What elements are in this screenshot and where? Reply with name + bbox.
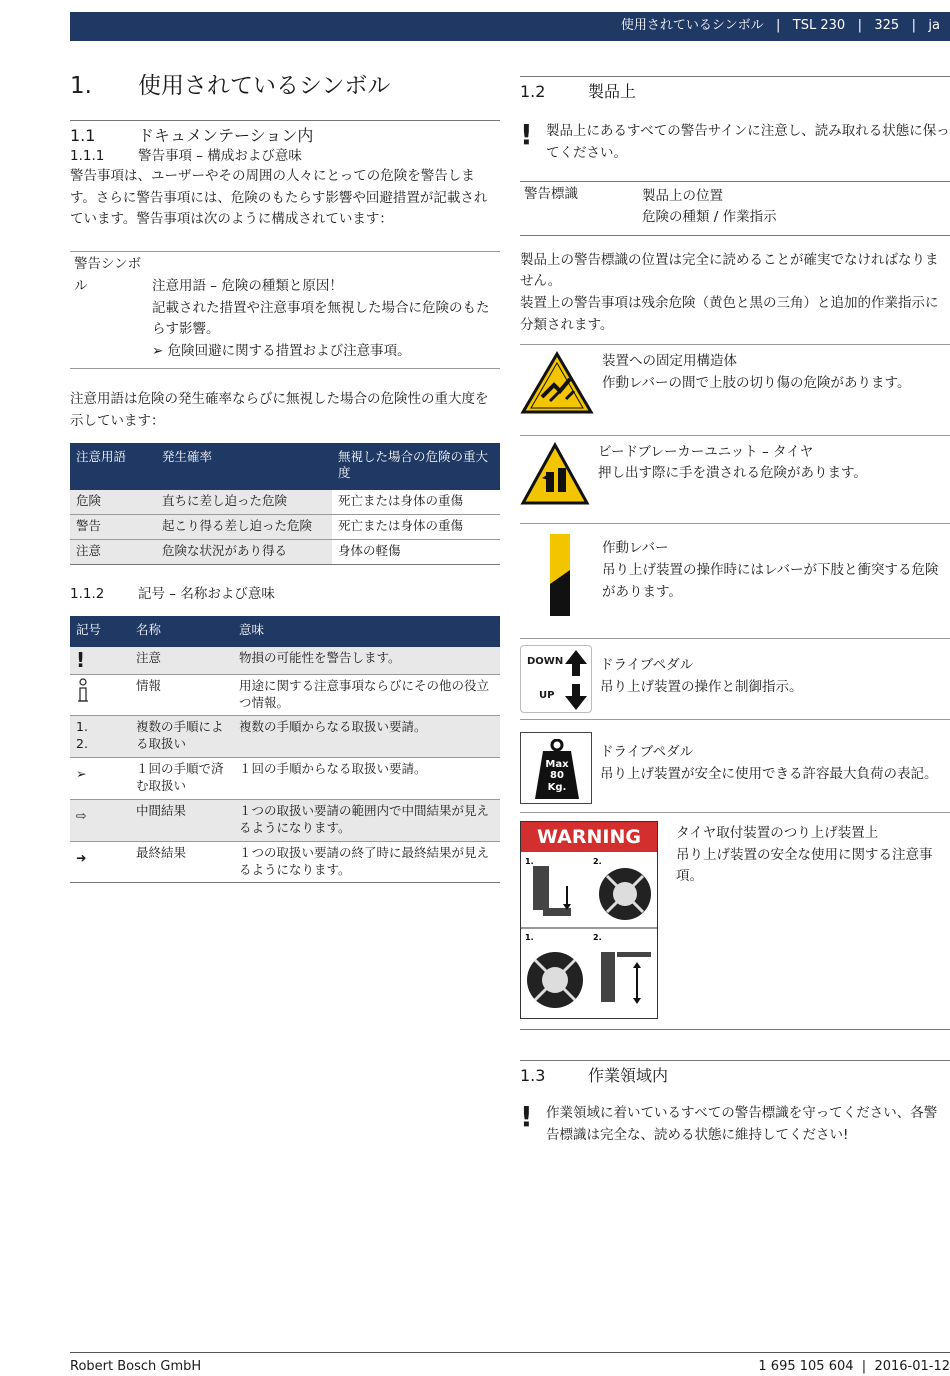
table-cell: 死亡または身体の重傷 — [332, 515, 500, 540]
hand-cut-warning-icon — [520, 351, 594, 423]
sign-title: 装置への固定用構造体 — [602, 353, 737, 370]
warning-symbol-label: 警告シンボル — [74, 255, 142, 294]
section-1-1-2-title — [70, 585, 500, 604]
hand-crush-warning-icon — [520, 442, 590, 514]
sign-item — [520, 523, 950, 638]
section-number: 1.1.1 — [70, 148, 105, 165]
sign-item — [520, 435, 950, 524]
sign-title: ドライブペダル — [600, 743, 694, 760]
exclamation-icon: ! — [520, 118, 533, 152]
table-cell: 最終結果 — [130, 841, 233, 883]
section-1-2-title — [520, 77, 950, 103]
table-cell: 複数の手順からなる取扱い要請。 — [233, 716, 500, 758]
table-cell: 中間結果 — [130, 799, 233, 841]
table-row — [70, 841, 500, 883]
header-sep: | — [857, 18, 862, 34]
table-cell: 身体の軽傷 — [332, 540, 500, 565]
sign-item — [520, 812, 950, 1019]
down-up-arrows-icon — [520, 645, 592, 713]
step-1-label: 1. — [525, 932, 534, 942]
table-row — [70, 758, 500, 800]
intro-paragraph: 警告事項は、ユーザーやその周囲の人々にとっての危険を警告します。さらに警告事項には、危険のもたらす影響や回避措置が記載されています。警告事項は次のように構成されています： — [70, 168, 488, 228]
page-header — [70, 12, 950, 41]
table-cell: 注意 — [130, 647, 233, 675]
warning-instruction-panel-icon — [520, 821, 658, 1019]
header-model: TSL 230 — [792, 18, 846, 34]
sign-description: 吊り上げ装置の安全な使用に関する注意事項。 — [676, 846, 933, 885]
section-1-1-1-title — [70, 147, 500, 166]
work-area-notice — [520, 1100, 950, 1146]
section-heading: 製品上 — [588, 82, 637, 101]
yellow-black-lever-stripe-icon — [520, 534, 594, 624]
table-header: 注意用語 — [70, 443, 156, 491]
product-notice — [520, 118, 950, 164]
table-cell: 情報 — [130, 674, 233, 716]
warning-line-2: 記載された措置や注意事項を無視した場合に危険のもたらす影響。 — [152, 299, 490, 338]
chapter-heading: 使用されているシンボル — [138, 73, 391, 99]
header-sep: | — [776, 18, 781, 34]
sign-item — [520, 638, 950, 719]
section-heading: 記号 – 名称および意味 — [138, 585, 275, 602]
table-cell: 危険な状況があり得る — [156, 540, 332, 565]
sign-title: 作動レバー — [602, 540, 669, 557]
signal-word-table — [70, 443, 500, 565]
table-cell: 物損の可能性を警告します。 — [233, 647, 500, 675]
table-row — [70, 490, 500, 514]
page-footer — [70, 1352, 950, 1376]
table-row — [70, 716, 500, 758]
sign-description: 吊り上げ装置の操作時にはレバーが下肢と衝突する危険があります。 — [602, 561, 939, 600]
max-label: Max — [545, 758, 569, 770]
exclamation-icon: ! — [70, 647, 130, 675]
sign-label: 警告標識 — [524, 185, 578, 202]
footer-date: 2016-01-12 — [874, 1359, 950, 1374]
left-column — [70, 72, 500, 883]
warning-line-1: 注意用語 – 危険の種類と原因！ — [152, 277, 343, 294]
section-number: 1.2 — [520, 82, 546, 101]
warning-line-3: ➢ 危険回避に関する措置および注意事項。 — [152, 342, 411, 359]
hazard-type-label: 危険の種類 / 作業指示 — [642, 209, 777, 226]
table-cell: １回の手順で済む取扱い — [130, 758, 233, 800]
header-page: 325 — [874, 18, 900, 34]
table-header: 無視した場合の危険の重大度 — [332, 443, 500, 491]
intermediate-result-arrow-icon: ⇨ — [70, 799, 130, 841]
table-header: 名称 — [130, 616, 233, 647]
max-unit: Kg. — [547, 781, 567, 793]
sign-description: 吊り上げ装置が安全に使用できる許容最大負荷の表記。 — [600, 765, 938, 782]
product-paragraph-1: 製品上の警告標識の位置は完全に読めることが確実でなければなりません。 — [520, 251, 939, 290]
table-cell: 警告 — [70, 515, 156, 540]
table-row — [70, 515, 500, 540]
table-row — [70, 647, 500, 675]
notice-text: 製品上にあるすべての警告サインに注意し、読み取れる状態に保ってください。 — [546, 123, 950, 161]
table-cell: 複数の手順による取扱い — [130, 716, 233, 758]
header-sep: | — [911, 18, 917, 34]
section-heading: 作業領域内 — [588, 1065, 669, 1085]
footer-right — [758, 1357, 950, 1376]
table-cell: 起こり得る差し迫った危険 — [156, 515, 332, 540]
signal-word-intro: 注意用語は危険の発生確率ならびに無視した場合の危険性の重大度を示しています： — [70, 391, 489, 429]
table-row — [70, 799, 500, 841]
table-cell: 直ちに差し迫った危険 — [156, 490, 332, 514]
section-number: 1.3 — [520, 1065, 546, 1085]
footer-docno: 1 695 105 604 — [758, 1359, 854, 1374]
step-1-label: 1. — [525, 856, 534, 866]
chapter-number: 1. — [70, 73, 92, 99]
exclamation-icon: ! — [520, 1100, 533, 1134]
sign-title: タイヤ取付装置のつり上げ装置上 — [676, 824, 879, 841]
max-load-weight-icon — [520, 732, 592, 804]
section-heading: 警告事項 – 構成および意味 — [138, 148, 302, 165]
footer-divider: | — [853, 1359, 875, 1374]
sign-title: ドライブペダル — [600, 656, 694, 673]
warning-structure-example — [70, 251, 500, 369]
table-cell: １つの取扱い要請の終了時に最終結果が見えるようになります。 — [233, 841, 500, 883]
table-cell: 死亡または身体の重傷 — [332, 490, 500, 514]
final-result-arrow-icon: ➜ — [70, 841, 130, 883]
sign-item — [520, 344, 950, 435]
sign-title: ビードブレーカーユニット – タイヤ — [598, 443, 814, 460]
numbered-steps-symbol: 1. 2. — [70, 716, 130, 758]
sign-description: 吊り上げ装置の操作と制御指示。 — [600, 678, 803, 695]
section-1-1-title — [70, 121, 500, 147]
single-step-arrow-icon: ➢ — [70, 758, 130, 800]
table-cell: 注意 — [70, 540, 156, 565]
right-column — [520, 76, 950, 1147]
section-1-3-title — [520, 1061, 950, 1087]
down-label: DOWN — [527, 655, 564, 667]
position-label: 製品上の位置 — [642, 187, 723, 204]
section-number: 1.1.2 — [70, 585, 105, 602]
step-2-label: 2. — [593, 856, 602, 866]
table-header: 意味 — [233, 616, 500, 647]
table-cell: 危険 — [70, 490, 156, 514]
table-cell: 用途に関する注意事項ならびにその他の役立つ情報。 — [233, 674, 500, 716]
info-icon — [70, 674, 130, 716]
header-section: 使用されているシンボル — [620, 18, 764, 34]
notice-text: 作業領域に着いているすべての警告標識を守ってください、各警告標識は完全な、読める状態に維持してください! — [546, 1105, 938, 1143]
sign-item — [520, 719, 950, 812]
symbol-table — [70, 616, 500, 884]
product-paragraph-2: 装置上の警告事項は残余危険（黄色と黒の三角）と追加的作業指示に分類されます。 — [520, 294, 939, 333]
sign-position-header — [520, 181, 950, 236]
sign-description: 作動レバーの間で上肢の切り傷の危険があります。 — [602, 374, 911, 391]
sign-description: 押し出す際に手を潰される危険があります。 — [598, 465, 867, 482]
section-heading: ドキュメンテーション内 — [138, 125, 314, 145]
warning-label: WARNING — [521, 822, 657, 852]
table-cell: １つの取扱い要請の範囲内で中間結果が見えるようになります。 — [233, 799, 500, 841]
step-2-label: 2. — [593, 932, 602, 942]
table-row — [70, 540, 500, 565]
up-label: UP — [539, 689, 555, 701]
section-number: 1.1 — [70, 125, 96, 145]
chapter-title — [70, 72, 500, 102]
table-header: 発生確率 — [156, 443, 332, 491]
table-cell: １回の手順からなる取扱い要請。 — [233, 758, 500, 800]
header-lang: ja — [928, 18, 940, 34]
table-row — [70, 674, 500, 716]
table-header: 記号 — [70, 616, 130, 647]
footer-company: Robert Bosch GmbH — [70, 1359, 202, 1374]
max-value: 80 — [550, 770, 564, 782]
